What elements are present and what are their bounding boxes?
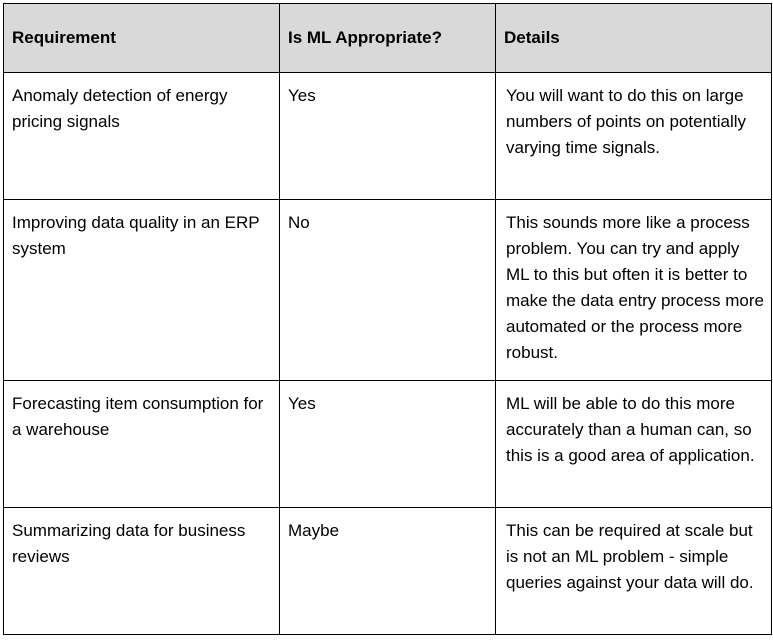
ml-requirements-table [3, 3, 772, 635]
header-requirement: Requirement [4, 4, 280, 73]
appropriate-cell: Yes [280, 73, 496, 200]
table-row [4, 73, 772, 200]
requirement-cell: Improving data quality in an ERP system [4, 200, 280, 381]
table-row [4, 381, 772, 508]
requirement-cell: Summarizing data for business reviews [4, 508, 280, 635]
details-cell: This sounds more like a process problem. You can try and apply ML to this but often it is better to make the data entry process more automated or the process more robust. [496, 200, 772, 381]
requirement-cell: Forecasting item consumption for a warehouse [4, 381, 280, 508]
details-cell: This can be required at scale but is not an ML problem - simple queries against your data will do. [496, 508, 772, 635]
appropriate-cell: Yes [280, 381, 496, 508]
header-row [4, 4, 772, 73]
requirement-cell: Anomaly detection of energy pricing signals [4, 73, 280, 200]
appropriate-cell: Maybe [280, 508, 496, 635]
details-cell: ML will be able to do this more accurately than a human can, so this is a good area of application. [496, 381, 772, 508]
details-cell: You will want to do this on large numbers of points on potentially varying time signals. [496, 73, 772, 200]
table-row [4, 200, 772, 381]
header-details: Details [496, 4, 772, 73]
appropriate-cell: No [280, 200, 496, 381]
header-is-ml-appropriate: Is ML Appropriate? [280, 4, 496, 73]
table-row [4, 508, 772, 635]
